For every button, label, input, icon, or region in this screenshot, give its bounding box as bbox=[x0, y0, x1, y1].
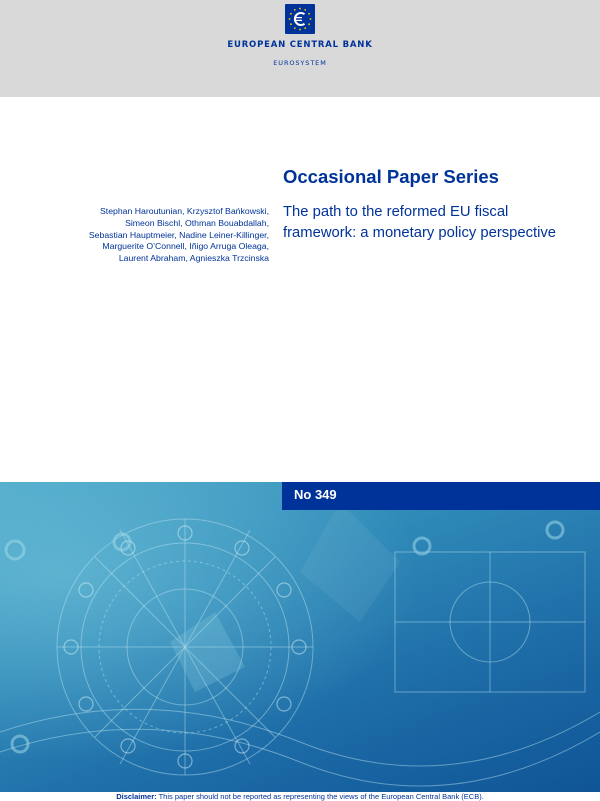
author-line: Laurent Abraham, Agnieszka Trzcinska bbox=[118, 253, 269, 264]
author-line: Simeon Bischl, Othman Bouabdallah, bbox=[125, 217, 269, 228]
banknote-pattern bbox=[0, 482, 600, 792]
author-line: Marguerite O’Connell, Iñigo Arruga Oleaga, bbox=[102, 241, 269, 252]
eurosystem-label: EUROSYSTEM bbox=[273, 59, 327, 67]
header-band bbox=[0, 0, 600, 97]
author-list bbox=[40, 206, 269, 265]
cover-artwork bbox=[0, 482, 600, 792]
author-line: Stephan Haroutunian, Krzysztof Bańkowski, bbox=[99, 206, 269, 216]
ecb-logo bbox=[285, 4, 315, 34]
disclaimer-label: Disclaimer: bbox=[116, 792, 157, 801]
author-line: Sebastian Hauptmeier, Nadine Leiner-Killinger, bbox=[88, 229, 269, 240]
euro-icon bbox=[286, 5, 314, 33]
paper-title: The path to the reformed EU fiscal framework: a monetary policy perspective bbox=[283, 204, 557, 241]
series-title: Occasional Paper Series bbox=[283, 166, 499, 187]
bank-name: EUROPEAN CENTRAL BANK bbox=[227, 40, 373, 50]
paper-number: No 349 bbox=[294, 487, 337, 502]
disclaimer-text: This paper should not be reported as representing the views of the European Central Bank (ECB). bbox=[158, 792, 484, 801]
